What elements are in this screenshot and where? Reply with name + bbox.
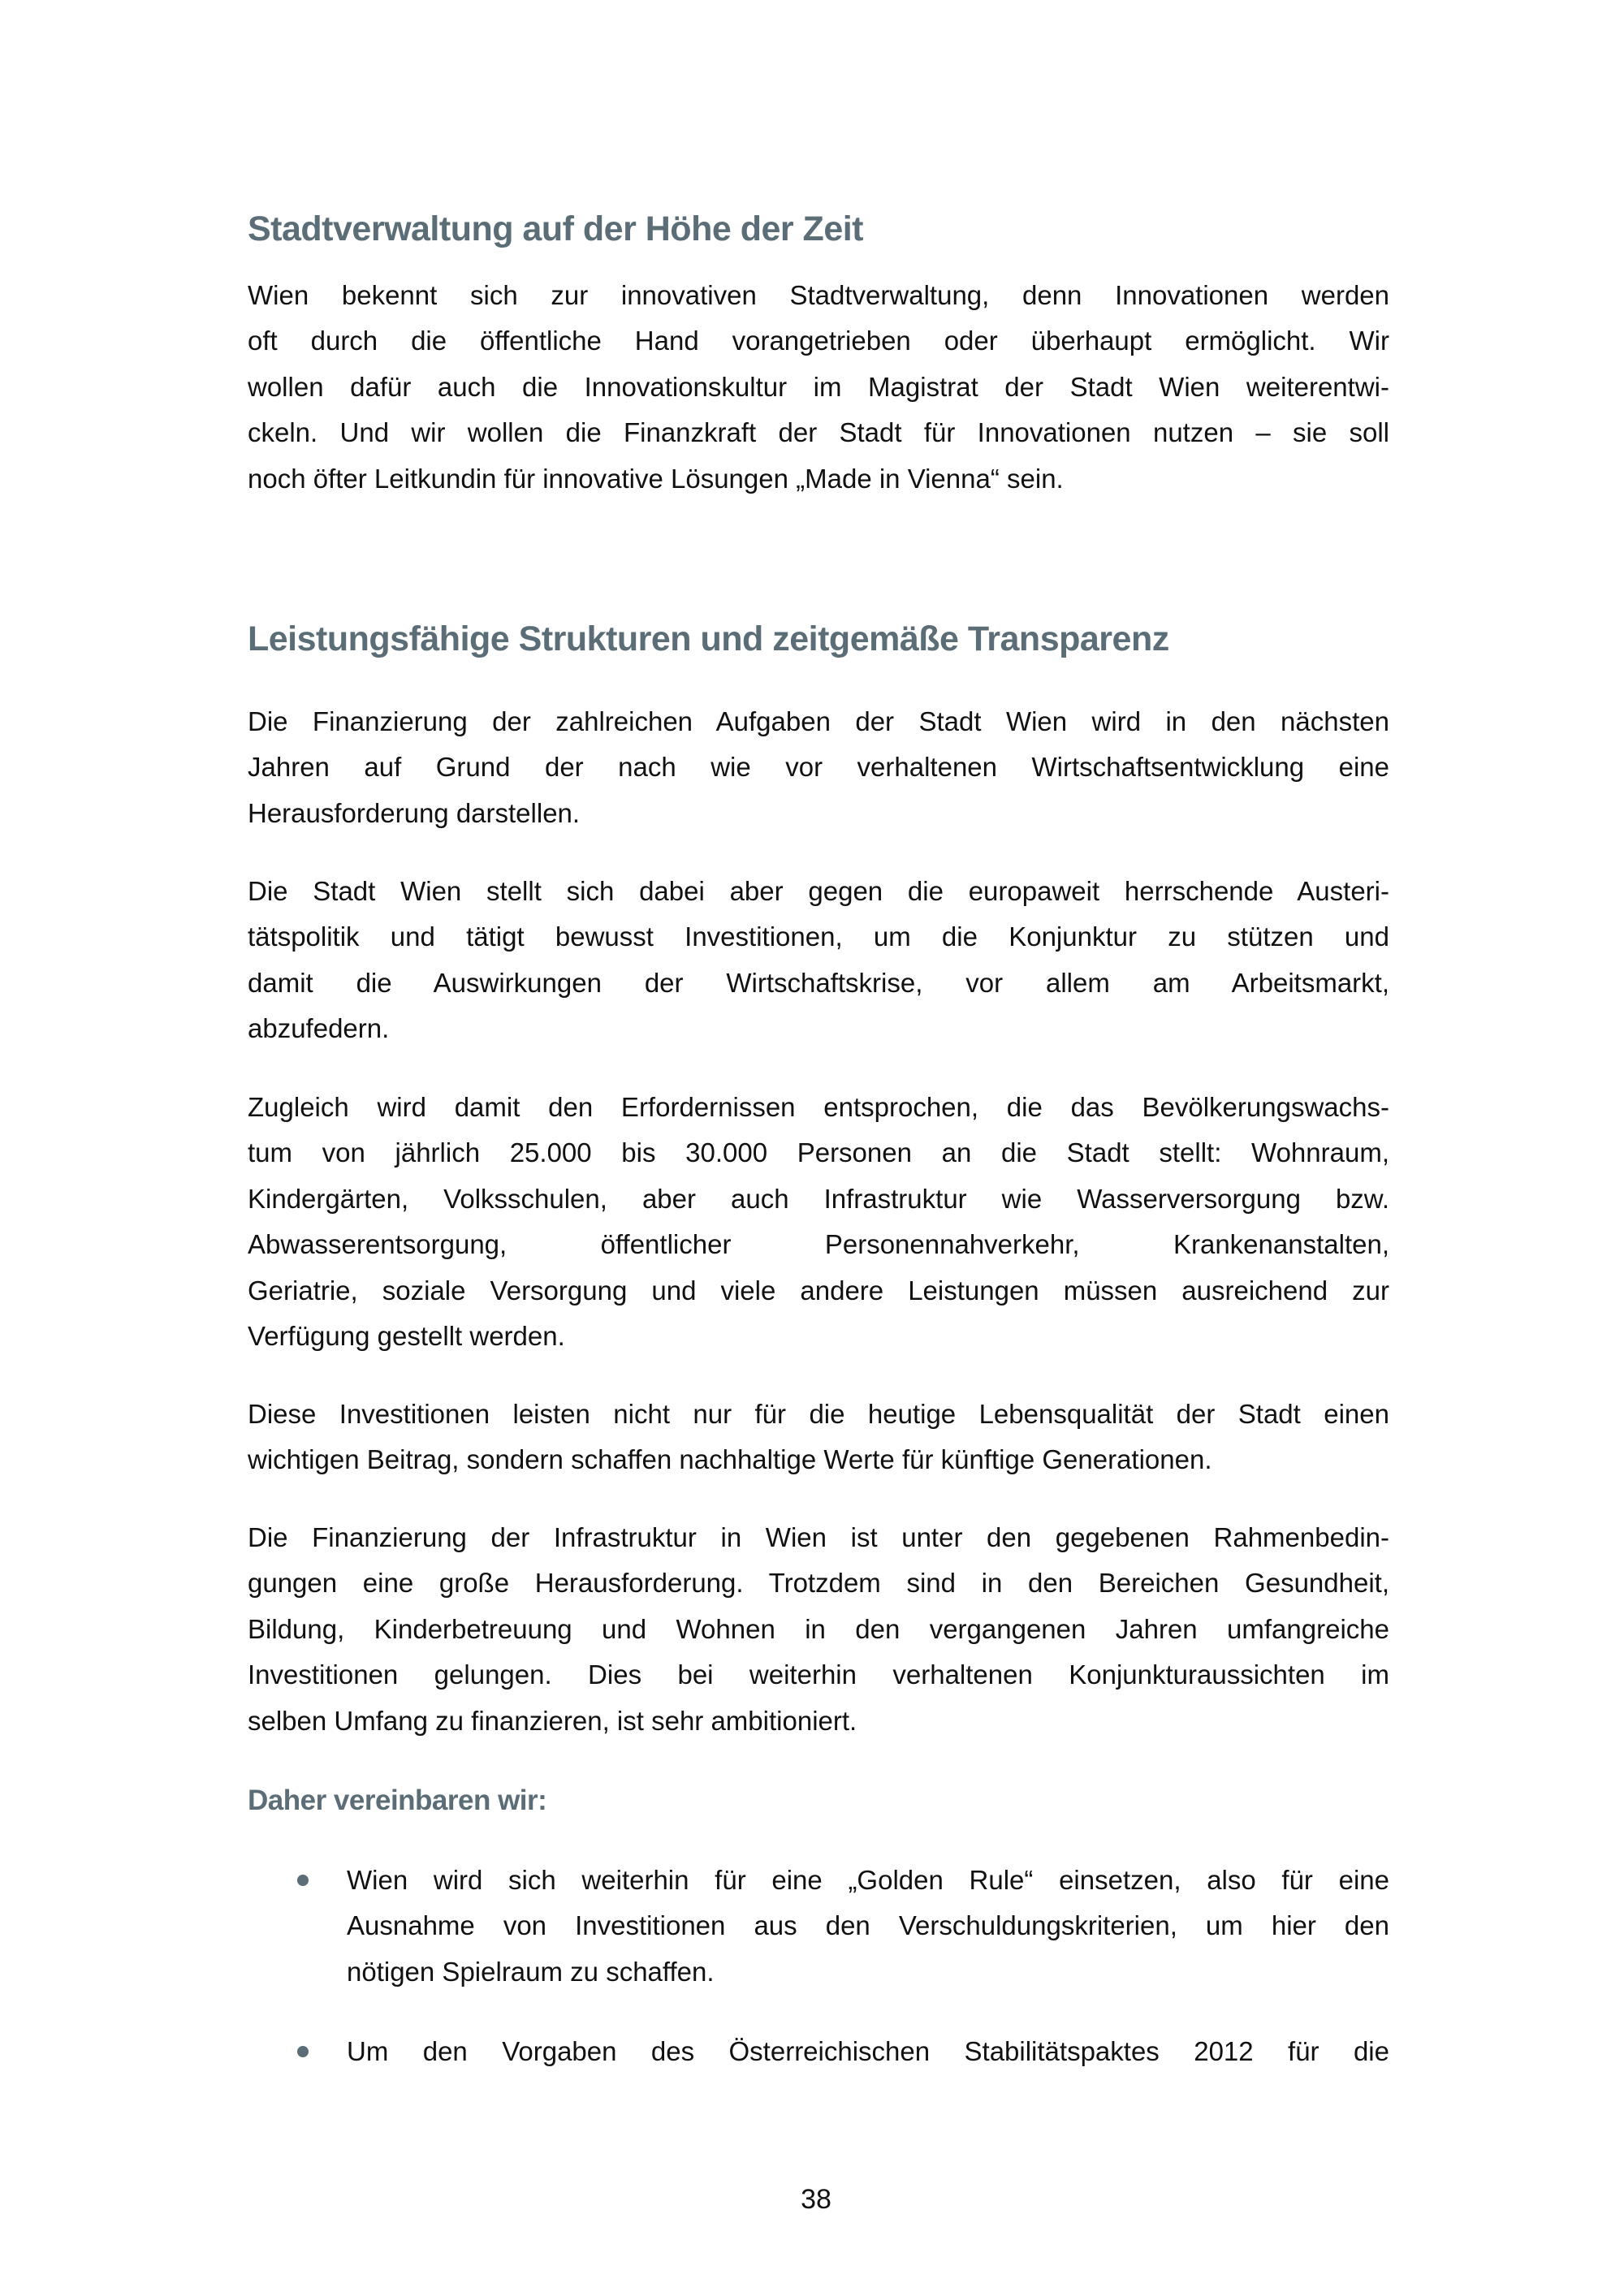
text-line: selben Umfang zu finanzieren, ist sehr ambitioniert. (248, 1705, 857, 1736)
paragraph-investitionen (248, 1392, 1389, 1483)
text-line: tätspolitik und tätigt bewusst Investitionen, um die Konjunktur zu stützen und (248, 921, 1389, 952)
text-line: tum von jährlich 25.000 bis 30.000 Personen an die Stadt stellt: Wohnraum, (248, 1137, 1389, 1168)
text-line: Geriatrie, soziale Versorgung und viele andere Leistungen müssen ausreichend zur (248, 1275, 1389, 1306)
text-line: Die Finanzierung der Infrastruktur in Wien ist unter den gegebenen Rahmenbedin- (248, 1522, 1389, 1552)
text-line: gungen eine große Herausforderung. Trotzdem sind in den Bereichen Gesundheit, (248, 1568, 1389, 1599)
text-line: nötigen Spielraum zu schaffen. (347, 1956, 715, 1987)
paragraph-infrastruktur (248, 1515, 1389, 1744)
text-line: Zugleich wird damit den Erfordernissen entsprochen, die das Bevölkerungswachs- (248, 1092, 1389, 1122)
bullet-item-golden-rule (347, 1858, 1389, 1995)
text-line: abzufedern. (248, 1013, 390, 1044)
text-line: Abwasserentsorgung, öffentlicher Personennahverkehr, Krankenanstalten, (248, 1229, 1389, 1260)
text-line: ckeln. Und wir wollen die Finanzkraft der Stadt für Innovationen nutzen – sie soll (248, 417, 1389, 448)
text-line: oft durch die öffentliche Hand vorangetrieben oder überhaupt ermöglicht. Wir (248, 326, 1389, 356)
text-line: Jahren auf Grund der nach wie vor verhaltenen Wirtschaftsentwicklung eine (248, 752, 1389, 783)
section-heading-stadtverwaltung: Stadtverwaltung auf der Höhe der Zeit (248, 209, 863, 248)
text-line: Kindergärten, Volksschulen, aber auch Infrastruktur wie Wasserversorgung bzw. (248, 1183, 1389, 1214)
text-line: Diese Investitionen leisten nicht nur für die heutige Lebensqualität der Stadt einen (248, 1399, 1389, 1429)
text-line: Wien bekennt sich zur innovativen Stadtverwaltung, denn Innovationen werden (248, 280, 1389, 310)
text-line: Investitionen gelungen. Dies bei weiterhin verhaltenen Konjunkturaussichten im (248, 1659, 1389, 1690)
bullet-item-stabilitaetspakt (347, 2029, 1389, 2074)
text-line: Die Finanzierung der zahlreichen Aufgaben der Stadt Wien wird in den nächsten (248, 706, 1389, 736)
page-number: 38 (801, 2184, 831, 2215)
section-heading-strukturen: Leistungsfähige Strukturen und zeitgemäße Transparenz (248, 619, 1169, 658)
text-line: wichtigen Beitrag, sondern schaffen nachhaltige Werte für künftige Generationen. (248, 1444, 1212, 1475)
paragraph-austeritaet (248, 869, 1389, 1052)
subheading-vereinbarung: Daher vereinbaren wir: (248, 1785, 547, 1816)
bullet-icon (297, 1875, 309, 1886)
text-line: Um den Vorgaben des Österreichischen Stabilitätspaktes 2012 für die (347, 2036, 1389, 2066)
text-line: Herausforderung darstellen. (248, 797, 581, 828)
bullet-icon (297, 2046, 309, 2057)
text-line: damit die Auswirkungen der Wirtschaftskrise, vor allem am Arbeitsmarkt, (248, 967, 1389, 998)
text-line: noch öfter Leitkundin für innovative Lösungen „Made in Vienna“ sein. (248, 463, 1064, 494)
paragraph-bevoelkerung (248, 1085, 1389, 1359)
paragraph-finanzierung (248, 699, 1389, 836)
text-line: wollen dafür auch die Innovationskultur im Magistrat der Stadt Wien weiterentwi- (248, 371, 1389, 402)
text-line: Wien wird sich weiterhin für eine „Golden Rule“ einsetzen, also für eine (347, 1865, 1389, 1895)
text-line: Verfügung gestellt werden. (248, 1321, 565, 1352)
text-line: Die Stadt Wien stellt sich dabei aber gegen die europaweit herrschende Austeri- (248, 876, 1389, 906)
text-line: Ausnahme von Investitionen aus den Verschuldungskriterien, um hier den (347, 1910, 1389, 1941)
paragraph-stadtverwaltung (248, 273, 1389, 502)
text-line: Bildung, Kinderbetreuung und Wohnen in den vergangenen Jahren umfangreiche (248, 1613, 1389, 1644)
